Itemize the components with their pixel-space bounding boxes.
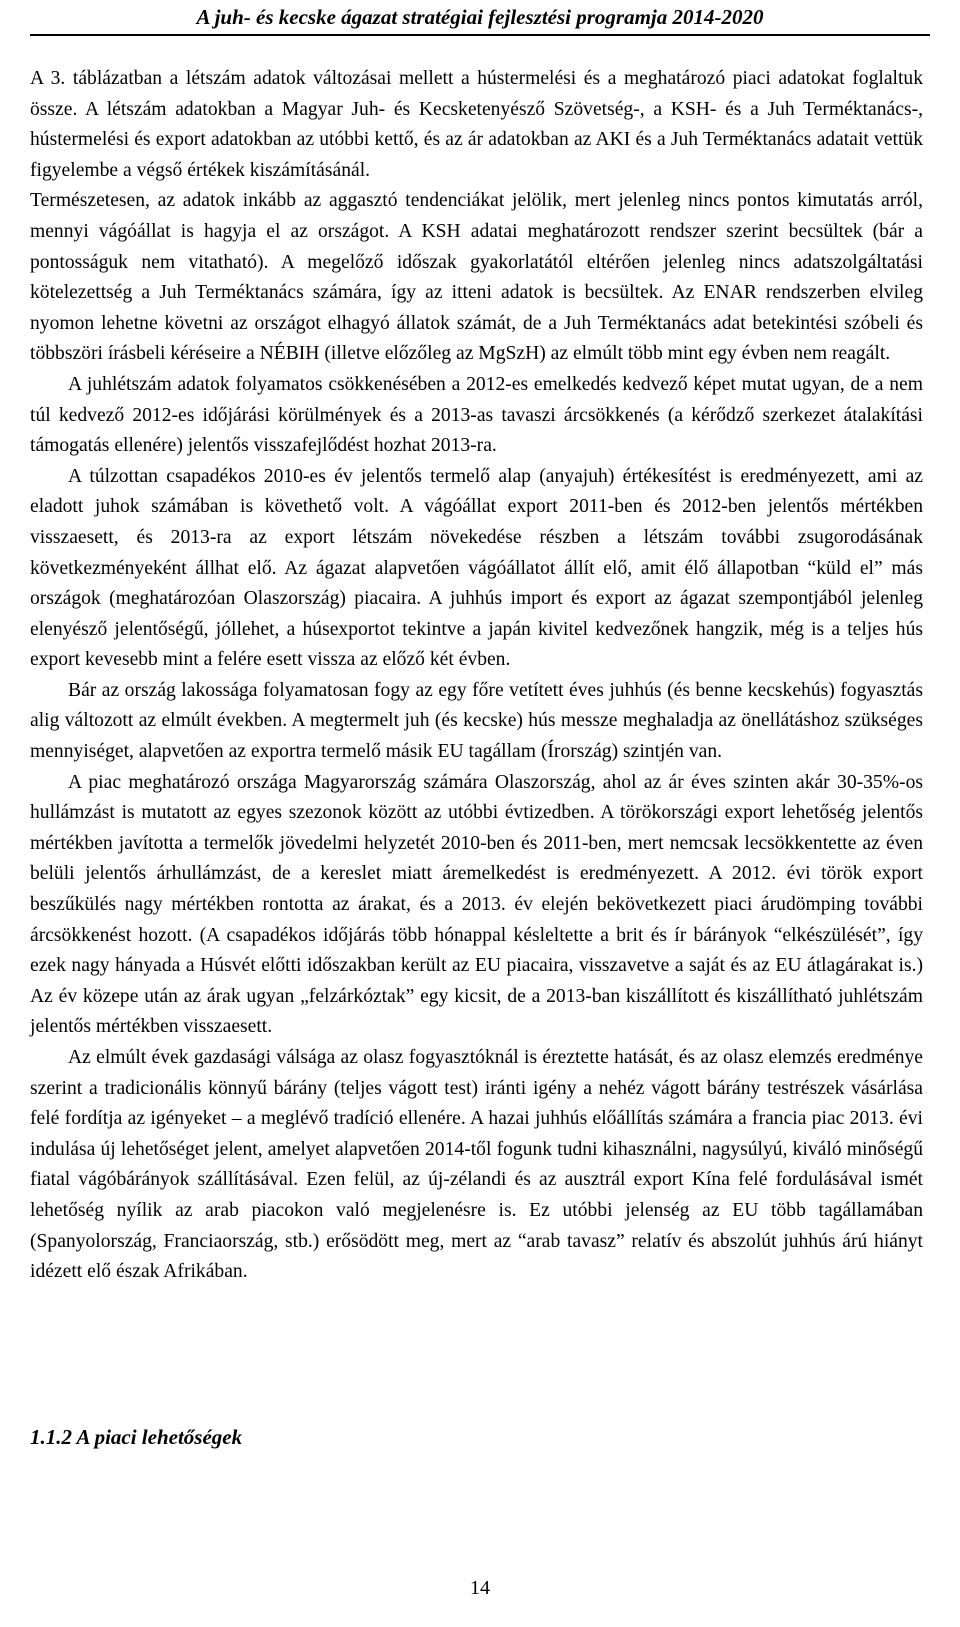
paragraph-7: Az elmúlt évek gazdasági válsága az olasz fogyasztóknál is éreztette hatását, és az olasz elemzés eredménye szerint a tradicionális könnyű bárány (teljes vágott test) iránti igény a nehéz vágott bárány testrészek vásárlása felé fordítja az igényeket – a meglévő tradíció ellenére. A hazai juhhús előállítás számára a francia piac 2013. évi indulása új lehetőséget jelent, amelyet alapvetően 2014-től fogunk tudni kihasználni, nagysúlyú, kiváló minőségű fiatal vágóbárányok szállításával. Ezen felül, az új-zélandi és az ausztrál export Kína felé fordulásával ismét lehetőség nyílik az arab piacokon való megjelenésre is. Ez utóbbi jelenség az EU több tagállamában (Spanyolország, Franciaország, stb.) erősödött meg, mert az “arab tavasz” relatív és abszolút juhhús árú hiányt idézett elő észak Afrikában.	[30, 1047, 923, 1283]
paragraph-4: A túlzottan csapadékos 2010-es év jelentős termelő alap (anyajuh) értékesítést is eredményezett, ami az eladott juhok számában is követhető volt. A vágóállat export 2011-ben és 2012-ben jelentős mértékben visszaesett, és 2013-ra az export létszám növekedése részben a létszám további zsugorodásának következményeként állhat elő. Az ágazat alapvetően vágóállatot állít elő, amit élő állapotban “küld el” más országok (meghatározóan Olaszország) piacaira. A juhhús import és export az ágazat szempontjából jelenleg elenyésző jelentőségű, jóllehet, a húsexportot tekintve a japán kivitel kedvezőnek hangzik, még is a teljes hús export kevesebb mint a felére esett vissza az előző két évben.	[30, 465, 923, 671]
paragraph-2: Természetesen, az adatok inkább az aggasztó tendenciákat jelölik, mert jelenleg nincs pontos kimutatás arról, mennyi vágóállat is hagyja el az országot. A KSH adatai meghatározott rendszer szerint becsültek (bár a pontosságuk nem vitatható). A megelőző időszak gyakorlatától eltérően jelenleg nincs adatszolgáltatási kötelezettség a Juh Terméktanács számára, így az itteni adatok is becsültek. Az ENAR rendszerben elvileg nyomon lehetne követni az országot elhagyó állatok számát, de a Juh Terméktanács adat betekintési szóbeli és többszöri írásbeli kéréseire a NÉBIH (illetve előzőleg az MgSzH) az elmúlt több mint egy évben nem reagált.	[30, 190, 923, 365]
paragraph-1: A 3. táblázatban a létszám adatok változásai mellett a hústermelési és a meghatározó piaci adatokat foglaltuk össze. A létszám adatokban a Magyar Juh- és Kecsketenyésző Szövetség-, a KSH- és a Juh Terméktanács-, hústermelési és export adatokban az utóbbi kettő, és az ár adatokban az AKI és a Juh Terméktanács adatait vettük figyelembe a végső értékek kiszámításánál.	[30, 68, 923, 181]
header-rule	[30, 34, 930, 36]
paragraph-5: Bár az ország lakossága folyamatosan fogy az egy főre vetített éves juhhús (és benne kecskehús) fogyasztás alig változott az elmúlt években. A megtermelt juh (és kecske) hús messze meghaladja az önellátáshoz szükséges mennyiséget, alapvetően az exportra termelő másik EU tagállam (Írország) szintjén van.	[30, 679, 923, 763]
paragraph-6: A piac meghatározó országa Magyarország számára Olaszország, ahol az ár éves szinten akár 30-35%-os hullámzást is mutatott az egyes szezonok között az utóbbi évtizedben. A törökországi export lehetőség jelentős mértékben javította a termelők jövedelmi helyzetét 2010-ben és 2011-ben, mert nemcsak lecsökkentette az éven belüli jelentős árhullámzást, de a kereslet miatt áremelkedést is eredményezett. A 2012. évi török export beszűkülés nagy mértékben rontotta az árakat, és a 2013. év elején bekövetkezett piaci árudömping további árcsökkenést hozott. (A csapadékos időjárás több hónappal késleltette a brit és ír bárányok “elkészülését”, így ezek nagy hányada a Húsvét előtti időszakban került az EU piacaira, visszavetve a saját és az EU átlagárakat is.) Az év közepe után az árak ugyan „felzárkóztak” egy kicsit, de a 2013-ban kiszállított és kiszállítható juhlétszám jelentős mértékben visszaesett.	[30, 771, 923, 1038]
section-heading: 1.1.2 A piaci lehetőségek	[30, 1425, 243, 1449]
running-header: A juh- és kecske ágazat stratégiai fejlesztési programja 2014-2020	[196, 5, 764, 29]
paragraph-3: A juhlétszám adatok folyamatos csökkenésében a 2012-es emelkedés kedvező képet mutat ugyan, de a nem túl kedvező 2012-es időjárási körülmények és a 2013-as tavaszi árcsökkenés (a kérődző szerkezet átalakítási támogatás ellenére) jelentős visszafejlődést hozhat 2013-ra.	[30, 373, 923, 457]
page-number: 14	[470, 1577, 490, 1599]
body-text	[30, 64, 923, 1288]
